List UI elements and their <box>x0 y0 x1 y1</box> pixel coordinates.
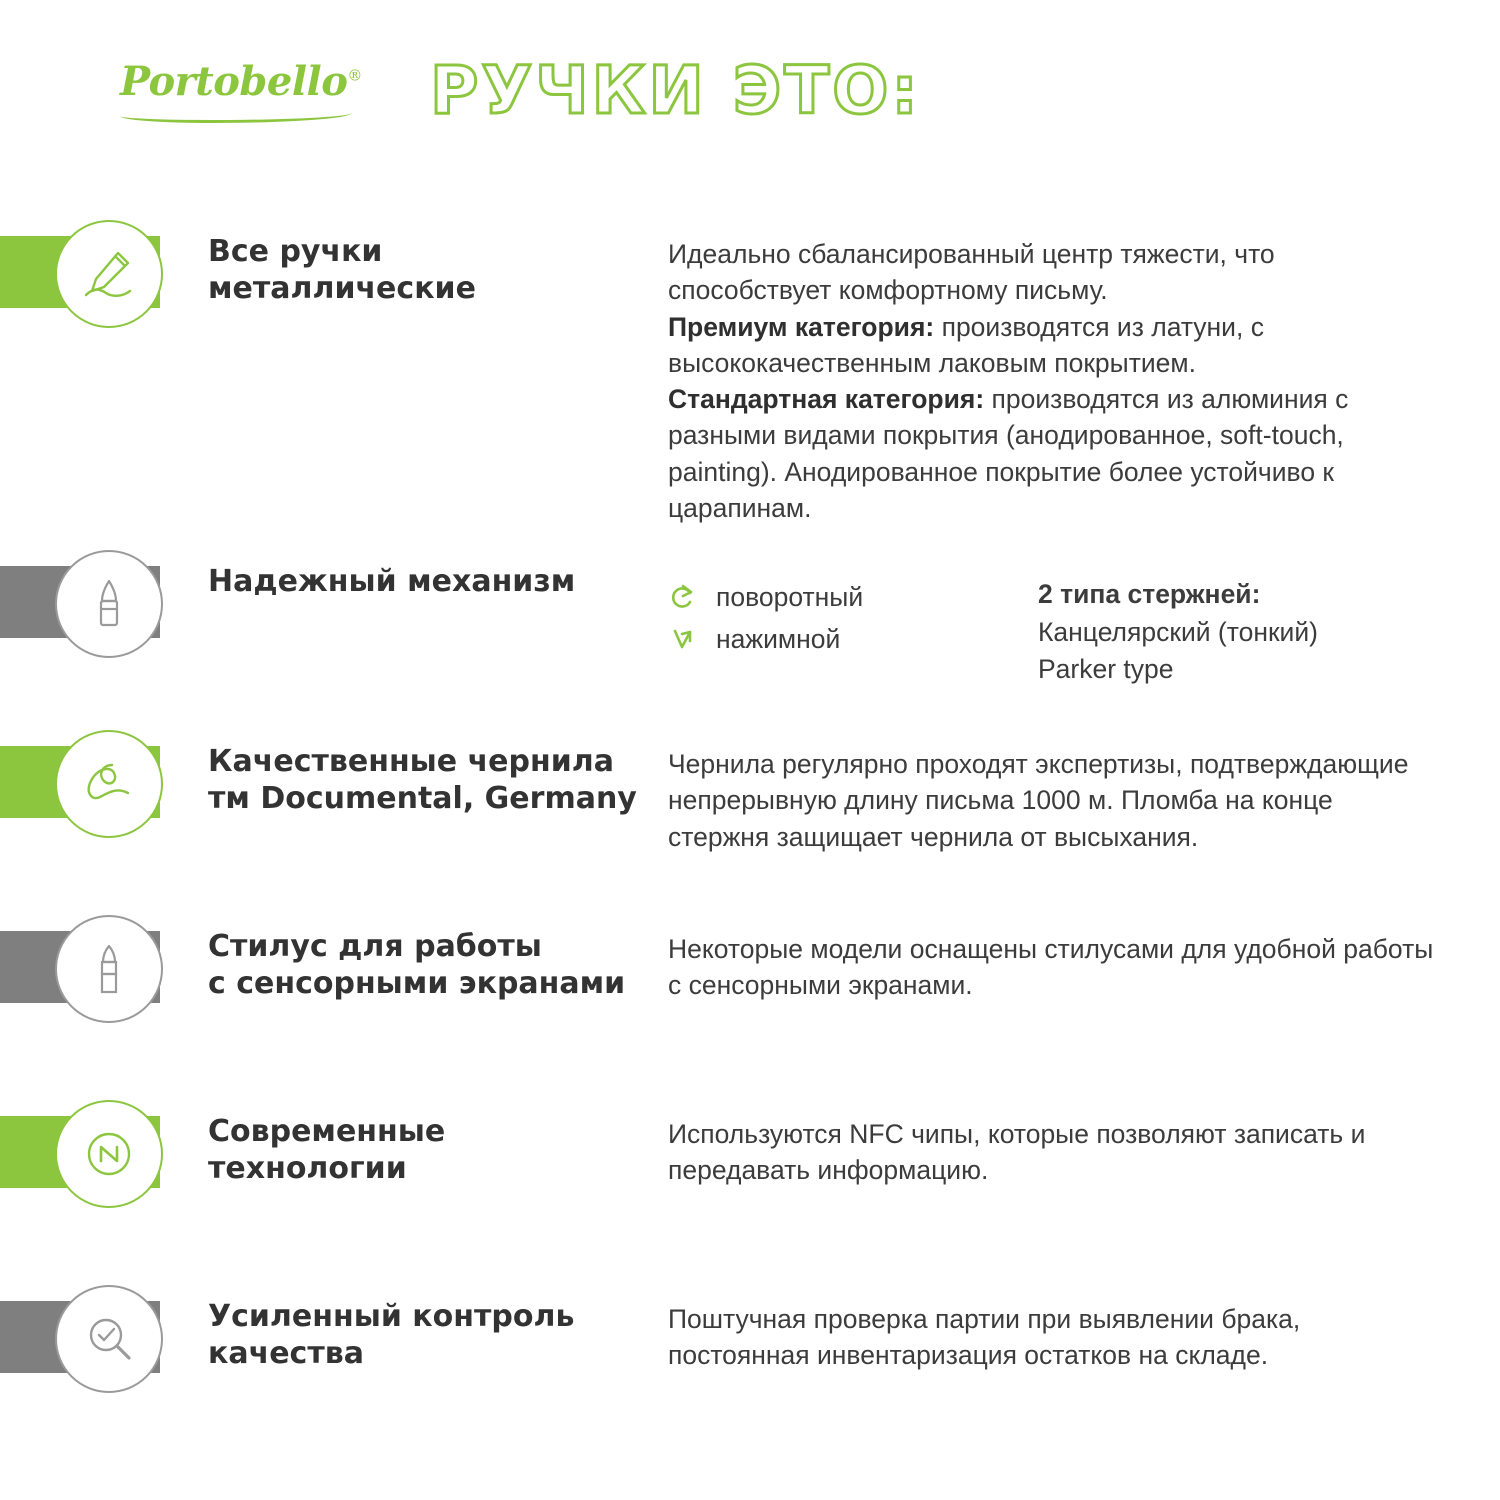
feature-title: Качественные чернила тм Documental, Germany <box>208 744 637 816</box>
feature-row <box>0 220 1500 550</box>
brand-logo-text <box>120 58 370 105</box>
feature-description <box>668 730 1500 855</box>
feature-description <box>668 550 1500 689</box>
feature-paragraph: Стандартная категория: производятся из алюминия с разными видами покрытия (анодированное, soft-touch, painting). Анодированное покрытие более устойчиво к царапинам. <box>668 384 1349 524</box>
feature-title: Все ручки металлические <box>208 234 476 306</box>
page-title: РУЧКИ ЭТО: <box>430 52 921 129</box>
feature-list <box>0 190 1500 1470</box>
feature-paragraph: Поштучная проверка партии при выявлении брака, постоянная инвентаризация остатков на складе. <box>668 1304 1301 1371</box>
refill-heading: 2 типа стержней: <box>1038 579 1261 609</box>
brand-registered-mark: ® <box>347 66 362 85</box>
feature-paragraph: Чернила регулярно проходят экспертизы, подтверждающие непрерывную длину письма 1000 м. Пломба на конце стержня защищает чернила от высыхания. <box>668 749 1409 852</box>
mechanism-options <box>668 576 968 689</box>
feature-title: Стилус для работы с сенсорными экранами <box>208 929 626 1001</box>
mechanism-option-label: нажимной <box>716 624 841 655</box>
feature-paragraph: Премиум категория: производятся из латуни, с высококачественным лаковым покрытием. <box>668 311 1264 378</box>
mechanism-option-label: поворотный <box>716 582 864 612</box>
feature-title: Усиленный контроль качества <box>208 1299 575 1371</box>
ink-scribble-icon <box>78 753 140 815</box>
feature-title: Надежный механизм <box>208 564 576 599</box>
mechanism-option <box>668 576 968 618</box>
feature-icon-badge <box>55 220 163 328</box>
click-arrow-icon <box>668 625 698 655</box>
feature-row <box>0 915 1500 1100</box>
mechanism-option <box>668 618 968 660</box>
feature-description <box>668 1285 1500 1374</box>
refill-types <box>1038 576 1318 689</box>
standard-label: Стандартная категория: <box>668 384 985 415</box>
refill-item: Канцелярский (тонкий) <box>1038 616 1318 647</box>
feature-paragraph: Используются NFC чипы, которые позволяют записать и передавать информацию. <box>668 1119 1366 1186</box>
nfc-icon <box>80 1125 138 1183</box>
brand-logo-name: Portobello <box>120 58 348 105</box>
feature-paragraph: Идеально сбалансированный центр тяжести, что способствует комфортному письму. <box>668 239 1275 306</box>
feature-paragraph: Некоторые модели оснащены стилусами для удобной работы с сенсорными экранами. <box>668 934 1434 1001</box>
brand-logo <box>120 58 370 123</box>
feature-row <box>0 1100 1500 1285</box>
brand-underline-swoosh <box>120 106 352 123</box>
feature-icon-badge <box>55 915 163 1023</box>
feature-row <box>0 1285 1500 1470</box>
feature-icon-badge <box>55 1100 163 1208</box>
feature-icon-badge <box>55 730 163 838</box>
refill-item: Parker type <box>1038 654 1174 685</box>
pen-tip-icon <box>80 575 138 633</box>
mechanism-block <box>668 566 1440 689</box>
feature-description <box>668 915 1500 1004</box>
stylus-tip-icon <box>80 940 138 998</box>
feature-description <box>668 220 1500 526</box>
feature-description <box>668 1100 1500 1189</box>
feature-row <box>0 730 1500 915</box>
feature-icon-badge <box>55 550 163 658</box>
premium-label: Премиум категория: <box>668 311 935 342</box>
feature-title: Современные технологии <box>208 1114 446 1186</box>
hand-writing-pen-icon <box>78 243 140 305</box>
page-header <box>0 0 1500 190</box>
magnifier-check-icon <box>80 1310 138 1368</box>
feature-row <box>0 550 1500 730</box>
feature-icon-badge <box>55 1285 163 1393</box>
twist-arrow-icon <box>668 582 698 612</box>
